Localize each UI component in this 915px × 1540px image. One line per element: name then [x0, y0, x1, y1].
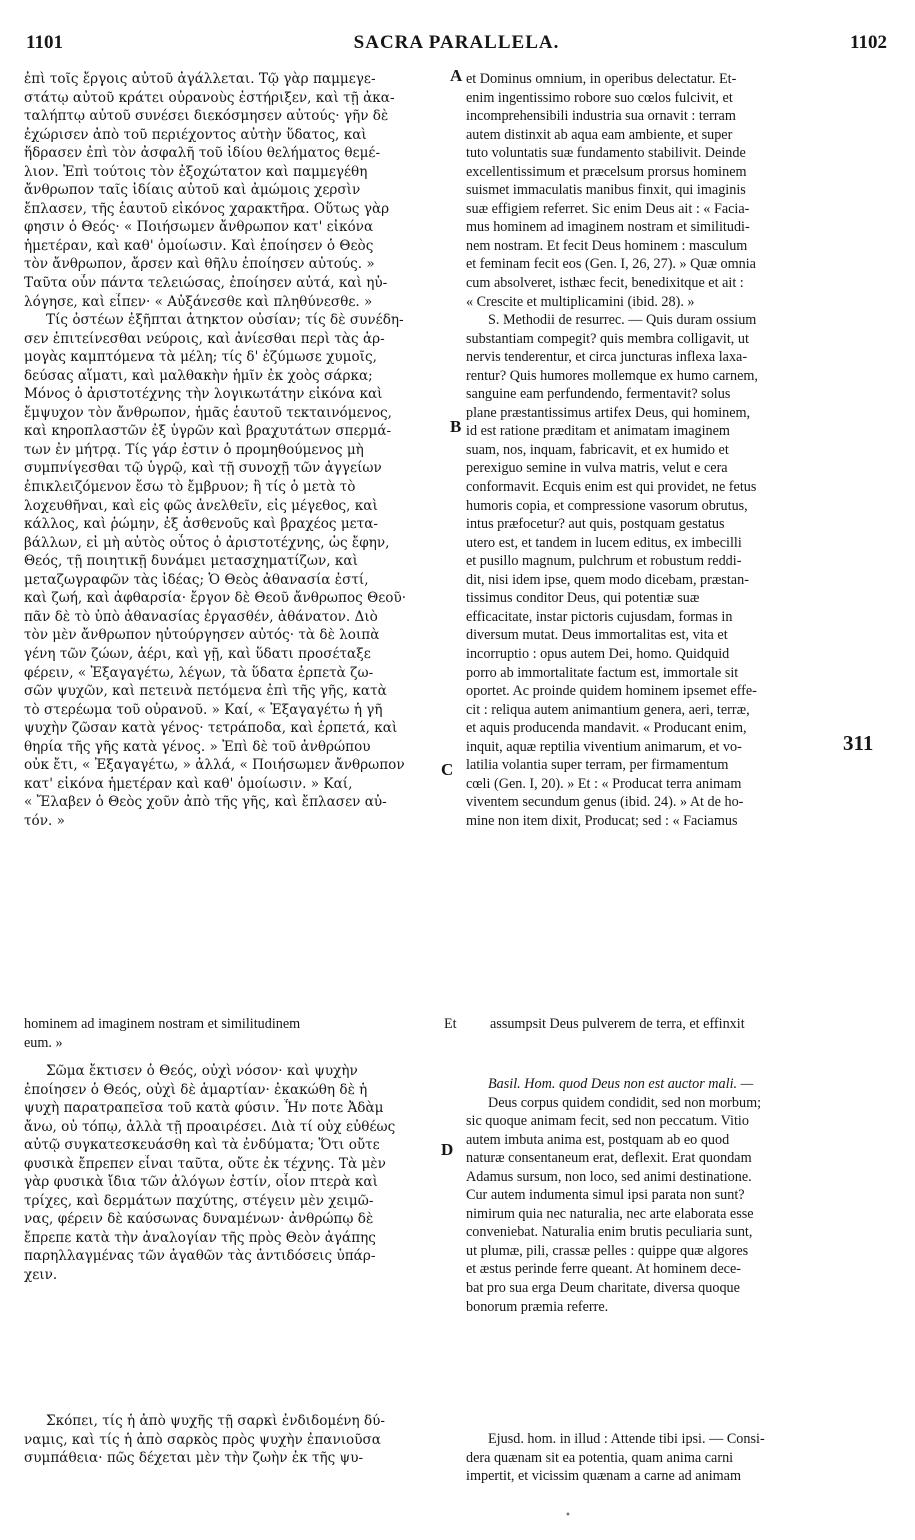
- text-line: Cur autem indumenta simul ipsi parata non sunt?: [466, 1187, 745, 1204]
- text-line: inquit, aquæ reptilia viventium animarum, et vo-: [466, 738, 742, 755]
- section-marker-b: B: [450, 417, 462, 436]
- text-line: bat pro sua erga Deum charitate, diversa quoque: [466, 1280, 740, 1297]
- text-line: mus hominem ad imaginem nostram et similitudi-: [466, 219, 750, 236]
- text-line: φυσικὰ ἔπρεπεν εἶναι ταῦτα, οὔτε ἐκ τέχνης. Τὰ μὲν: [24, 1155, 386, 1172]
- latin-column-last: [466, 1430, 876, 1486]
- text-line: ψυχὴ παρατραπεῖσα τοῦ κατὰ φύσιν. Ἦν ποτε Ἀδὰμ: [24, 1100, 384, 1117]
- text-line: suam, nos, inquam, fabricavit, et ex humido et: [466, 441, 729, 458]
- text-line: ἐπὶ τοῖς ἔργοις αὐτοῦ ἀγάλλεται. Τῷ γὰρ παμμεγε-: [24, 71, 376, 87]
- text-line: ἐπικλειζόμενον ἔσω τὸ ἔμβρυον; ἢ τίς ὁ μετὰ τὸ: [24, 479, 356, 496]
- text-line: κάλλος, καὶ ῥώμην, ἐξ ἀσθενοῦς καὶ βραχέος μετα-: [24, 516, 378, 533]
- text-line: Adamus sursum, non loco, sed animi destinatione.: [466, 1168, 752, 1185]
- full-width-left: hominem ad imaginem nostram et similitudinem: [24, 1016, 301, 1032]
- text-line: φησιν ὁ Θεός· « Ποιήσωμεν ἄνθρωπον κατ' εἰκόνα: [24, 219, 374, 236]
- latin-column-bottom: [466, 1075, 876, 1316]
- text-line: ἔπλασεν, τῆς ἑαυτοῦ εἰκόνος χαρακτῆρα. Οὕτως γὰρ: [24, 200, 390, 217]
- text-line: et æstus perinde ferre queant. At hominem dece-: [466, 1261, 741, 1278]
- text-line: impertit, et vicissim quænam a carne ad animam: [466, 1468, 742, 1485]
- full-width-next: eum. »: [24, 1035, 63, 1051]
- text-line: χειν.: [24, 1267, 58, 1284]
- text-line: ἥδρασεν ἐπὶ τὸν ἀσφαλῆ τοῦ ἰδίου θελήματος θεμέ-: [24, 145, 381, 162]
- text-line: ἐχώρισεν ἀπὸ τοῦ περιέχοντος αὐτὴν ὕδατος, καὶ: [24, 126, 367, 143]
- full-width-line: [24, 1015, 876, 1055]
- text-line: Σκόπει, τίς ἡ ἀπὸ ψυχῆς τῇ σαρκὶ ἐνδιδομένη δύ-: [46, 1413, 386, 1429]
- text-line: ἄνω, οὐ τόπῳ, ἀλλὰ τῇ προαιρέσει. Διὰ τί οὐχ εὐθέως: [24, 1118, 396, 1135]
- text-line: et feminam fecit eos (Gen. I, 26, 27). » Quæ omnia: [466, 256, 756, 273]
- text-line: intus præfocetur? aut quis, postquam gestatus: [466, 516, 725, 533]
- running-header: [26, 32, 887, 56]
- text-line: των ἐν μήτρᾳ. Τίς γάρ ἐστιν ὁ προμηθούμενος μὴ: [24, 441, 364, 458]
- text-line: bonorum præmia referre.: [466, 1298, 609, 1315]
- text-line: excellentissimum et præcelsum prorsus hominem: [466, 163, 747, 180]
- text-line: sic quoque animam fecit, sed non peccatum. Vitio: [466, 1113, 749, 1130]
- text-line: nimirum quia nec naturalia, nec arte elaborata esse: [466, 1205, 754, 1222]
- text-line: S. Methodii de resurrec. — Quis duram ossium: [488, 312, 757, 329]
- right-page-number: 1102: [850, 32, 887, 53]
- text-line: cœli (Gen. I, 20). » Et : « Producat terra animam: [466, 775, 742, 792]
- text-line: porro ab immortalitate factum est, immortale sit: [466, 664, 739, 681]
- text-line: συμπνίγεσθαι τῷ ὑγρῷ, καὶ τῇ συνοχῇ τῶν ἀγγείων: [24, 460, 382, 477]
- text-line: ἔμψυχον τὸν ἄνθρωπον, ἡμᾶς ἑαυτοῦ τεκταινόμενος,: [24, 404, 392, 421]
- text-line: ψυχὴν ζῶσαν κατὰ γένος· τετράποδα, καὶ ἑρπετά, καὶ: [24, 720, 398, 737]
- text-line: ἡμετέραν, καὶ καθ' ὁμοίωσιν. Καὶ ἐποίησεν ὁ Θεὸς: [24, 237, 374, 254]
- text-line: tissimus conditor Deus, qui potentiæ suæ: [466, 590, 700, 607]
- text-line: φέρειν, « Ἐξαγαγέτω, λέγων, τὰ ὕδατα ἑρπετὰ ζω-: [24, 664, 374, 681]
- text-line: conveniebat. Naturalia enim brutis peculiaria sunt,: [466, 1224, 753, 1241]
- text-line: ἔπρεπε κατὰ τὴν ἀναλογίαν τῆς πρὸς Θεὸν ἀγάπης: [24, 1229, 376, 1246]
- text-line: οὐκ ἔτι, « Ἐξαγαγέτω, » ἀλλά, « Ποιήσωμεν ἄνθρωπον: [24, 757, 405, 774]
- text-line: τρίχες, καὶ δερμάτων παχύτης, στέγειν μὲν χειμῶ-: [24, 1192, 374, 1209]
- text-line: oportet. Ac proinde quidem hominem ipsemet effe-: [466, 683, 757, 700]
- text-line: δεύσας αἵματι, καὶ μαλθακὴν ἡμῖν ἐκ χοὸς σάρκα;: [24, 367, 373, 384]
- text-line: συμπάθεια· πῶς δέχεται μὲν τὴν ζωὴν ἐκ τῆς ψυ-: [24, 1450, 364, 1467]
- text-line: καὶ ζωή, καὶ ἀφθαρσία· ἔργον δὲ Θεοῦ ἄνθρωπος Θεοῦ·: [24, 590, 407, 607]
- text-line: σῶν ψυχῶν, καὶ πετεινὰ πετόμενα ἐπὶ τῆς γῆς, κατὰ: [24, 683, 387, 700]
- text-line: cit : reliqua autem animantium genera, aeri, terræ,: [466, 701, 750, 718]
- text-line: νας, φέρειν δὲ καύσωνας δυναμένων· ἀνθρώπῳ δὲ: [24, 1211, 374, 1228]
- text-line: naturæ consentaneum erat, deflexit. Erat quondam: [466, 1150, 752, 1167]
- text-line: Θεός, τῇ ποιητικῇ δυνάμει μετασχηματίζων, καὶ: [24, 553, 358, 570]
- text-line: στάτῳ αὐτοῦ κράτει οὐρανοὺς ἐστήριξεν, καὶ τῇ ἀκα-: [24, 89, 395, 106]
- text-line: ἄνθρωπον ταῖς ἰδίαις αὐτοῦ καὶ ἀμώμοις χερσὶν: [24, 182, 361, 199]
- text-line: perexiguo semine in vulva matris, velut e cera: [466, 460, 728, 477]
- text-line: ἐποίησεν ὁ Θεός, οὐχὶ δὲ ἁμαρτίαν· ἐκακώθη δὲ ἡ: [24, 1081, 368, 1098]
- greek-column-top: [24, 70, 449, 830]
- text-line: ναμις, καὶ τίς ἡ ἀπὸ σαρκὸς πρὸς ψυχὴν ἐπανιοῦσα: [24, 1431, 381, 1448]
- text-line: Ταῦτα οὖν πάντα τελειώσας, ἐποίησεν αὐτά, καὶ ηὐ-: [24, 275, 388, 292]
- text-line: et pusillo magnum, pulchrum et robustum reddi-: [466, 553, 742, 570]
- text-line: enim ingentissimo robore suo cœlos fulcivit, et: [466, 89, 733, 106]
- latin-column-top: [466, 70, 876, 830]
- text-line: cum absolveret, isthæc fecit, benedixitque et ait :: [466, 275, 744, 292]
- text-line: id est ratione præditam et animatam imaginem: [466, 423, 730, 440]
- full-width-right: assumpsit Deus pulverem de terra, et effinxit: [490, 1016, 745, 1032]
- text-line: τόν. »: [24, 812, 65, 829]
- left-page-number: 1101: [26, 32, 63, 53]
- text-line: μεταζωγραφῶν τὰς ἰδέας; Ὁ Θεὸς ἀθανασία ἐστί,: [24, 571, 369, 588]
- text-line: θηρία τῆς γῆς κατὰ γένος. » Ἐπὶ δὲ τοῦ ἀνθρώπου: [24, 738, 371, 755]
- text-line: μογὰς καμπτόμενα τὰ μέλη; τίς δ' ἐζύμωσε χυμοῖς,: [24, 349, 377, 366]
- text-line: humoris copia, et compressione vasorum obrutus,: [466, 497, 748, 514]
- text-line: τὸν ἄνθρωπον, ἄρσεν καὶ θῆλυ ἐποίησεν αὐτούς. »: [24, 256, 375, 273]
- text-line: et Dominus omnium, in operibus delectatur. Et-: [466, 71, 737, 87]
- text-line: utero est, et tandem in lucem editus, ex imbecilli: [466, 534, 742, 551]
- text-line: et aquis producenda mandavit. « Producant enim,: [466, 720, 747, 737]
- text-line: παρηλλαγμένας τῶν ἀγαθῶν τὰς ἀντιδόσεις ὑπάρ-: [24, 1248, 376, 1265]
- text-line: sanguine eam perfundendo, fermentavit? solus: [466, 386, 731, 403]
- text-line: λοχευθῆναι, καὶ εἰς φῶς ἀνελθεῖν, εἰς μέγεθος, καὶ: [24, 497, 378, 514]
- text-line: λόγησε, καὶ εἶπεν· « Αὐξάνεσθε καὶ πληθύνεσθε. »: [24, 293, 373, 310]
- text-line: πᾶν δὲ τὸ ὑπὸ ἀθανασίας ἐργασθέν, ἀθάνατον. Διὸ: [24, 608, 378, 625]
- text-line: dit, nisi idem ipse, quem modo dicebam, præstan-: [466, 571, 749, 588]
- text-line: Basil. Hom. quod Deus non est auctor mali. —: [488, 1076, 754, 1092]
- running-title: SACRA PARALLELA.: [353, 32, 560, 53]
- text-line: λιον. Ἐπὶ τούτοις τὸν ἐξοχώτατον καὶ παμμεγέθη: [24, 163, 368, 180]
- text-line: efficacitate, instar pictoris cujusdam, formas in: [466, 608, 733, 625]
- greek-column-last: [24, 1412, 449, 1468]
- text-line: latilia volantia super terram, per firmamentum: [466, 757, 729, 774]
- text-line: τὸν μὲν ἄνθρωπον ηὐτούργησεν αὐτός· τὰ δὲ λοιπὰ: [24, 627, 380, 644]
- text-line: κατ' εἰκόνα ἡμετέραν καὶ καθ' ὁμοίωσιν. » Καί,: [24, 775, 353, 792]
- text-line: τὸ στερέωμα τοῦ οὐρανοῦ. » Καί, « Ἐξαγαγέτω ἡ γῆ: [24, 701, 383, 718]
- text-line: diversum mutat. Deus immortalitas est, vita et: [466, 627, 728, 644]
- text-line: rentur? Quis humores mollemque ex humo carnem,: [466, 367, 758, 384]
- text-line: incorruptio : opus autem Dei, homo. Quidquid: [466, 645, 730, 662]
- text-line: suæ effigiem referret. Sic enim Deus ait : « Facia-: [466, 200, 750, 217]
- text-line: « Ἔλαβεν ὁ Θεὸς χοῦν ἀπὸ τῆς γῆς, καὶ ἔπλασεν αὐ-: [24, 794, 387, 811]
- section-marker-a: A: [450, 66, 463, 85]
- text-line: Τίς ὀστέων ἐξῆπται ἀτηκτον οὐσίαν; τίς δὲ συνέδη-: [46, 312, 404, 329]
- text-line: « Crescite et multiplicamini (ibid. 28). »: [466, 293, 695, 310]
- section-marker-d: D: [441, 1140, 454, 1159]
- text-line: autem distinxit ab aqua eam ambiente, et super: [466, 126, 733, 143]
- text-line: incomprehensibili industria sua ornavit : terram: [466, 108, 736, 125]
- margin-page-number: 311: [843, 731, 874, 755]
- text-line: tuto voluntatis suæ fundamento stabilivit. Deinde: [466, 145, 746, 162]
- text-line: dera quænam sit ea potentia, quam anima carni: [466, 1449, 734, 1466]
- text-line: Ejusd. hom. in illud : Attende tibi ipsi. — Consi-: [488, 1431, 765, 1447]
- page-smudge: •: [565, 1510, 571, 1521]
- text-line: substantiam compegit? quis membra colligavit, ut: [466, 330, 749, 347]
- full-width-mid: Et: [444, 1016, 457, 1032]
- text-line: Μόνος ὁ ἀριστοτέχνης τὴν λογικωτάτην εἰκόνα καὶ: [24, 386, 383, 403]
- text-line: conformavit. Ecquis enim est qui providet, ne fetus: [466, 479, 757, 496]
- greek-column-bottom: [24, 1062, 449, 1285]
- section-marker-c: C: [441, 760, 454, 779]
- text-line: βάλλων, εἰ μὴ αὐτὸς οὗτος ὁ ἀριστοτέχνης, ὡς ἔφην,: [24, 534, 390, 551]
- text-line: viventem secundum genus (ibid. 24). » At de ho-: [466, 794, 744, 811]
- text-line: suismet immaculatis manibus finxit, qui imaginis: [466, 182, 746, 199]
- text-line: σεν ἐπιτείνεσθαι νεύροις, καὶ ἀνίεσθαι περὶ τὰς ἁρ-: [24, 330, 385, 347]
- text-line: autem imbuta anima est, postquam ab eo quod: [466, 1131, 730, 1148]
- text-line: nem nostram. Et fecit Deus hominem : masculum: [466, 237, 748, 254]
- text-line: καὶ κηροπλαστῶν ἐξ ὑγρῶν καὶ βραχυτάτων σπερμά-: [24, 423, 392, 440]
- text-line: αὐτῷ συγκατεσκευάσθη καὶ τὰ ἐνδύματα; Ὅτι οὔτε: [24, 1137, 380, 1154]
- text-line: ταλήπτῳ αὐτοῦ συνέσει διεκόσμησεν αὐτούς· γῆν δὲ: [24, 108, 389, 125]
- text-line: Σῶμα ἔκτισεν ὁ Θεός, οὐχὶ νόσον· καὶ ψυχὴν: [46, 1063, 358, 1079]
- text-line: plane præstantissimus artifex Deus, qui hominem,: [466, 404, 751, 421]
- text-line: ut plumæ, pili, crassæ pelles : quippe quæ algores: [466, 1242, 749, 1259]
- text-line: γὰρ φυσικὰ ἴδια τῶν ἀλόγων ἐστίν, οἷον πτερὰ καὶ: [24, 1174, 378, 1191]
- text-line: γένη τῶν ζώων, ἀέρι, καὶ γῇ, καὶ ὕδατι προσέταξε: [24, 645, 371, 662]
- text-line: mine non item dixit, Producat; sed : « Faciamus: [466, 812, 738, 829]
- text-line: nervis tenderentur, et circa juncturas inflexa laxa-: [466, 349, 748, 366]
- text-line: Deus corpus quidem condidit, sed non morbum;: [488, 1094, 762, 1111]
